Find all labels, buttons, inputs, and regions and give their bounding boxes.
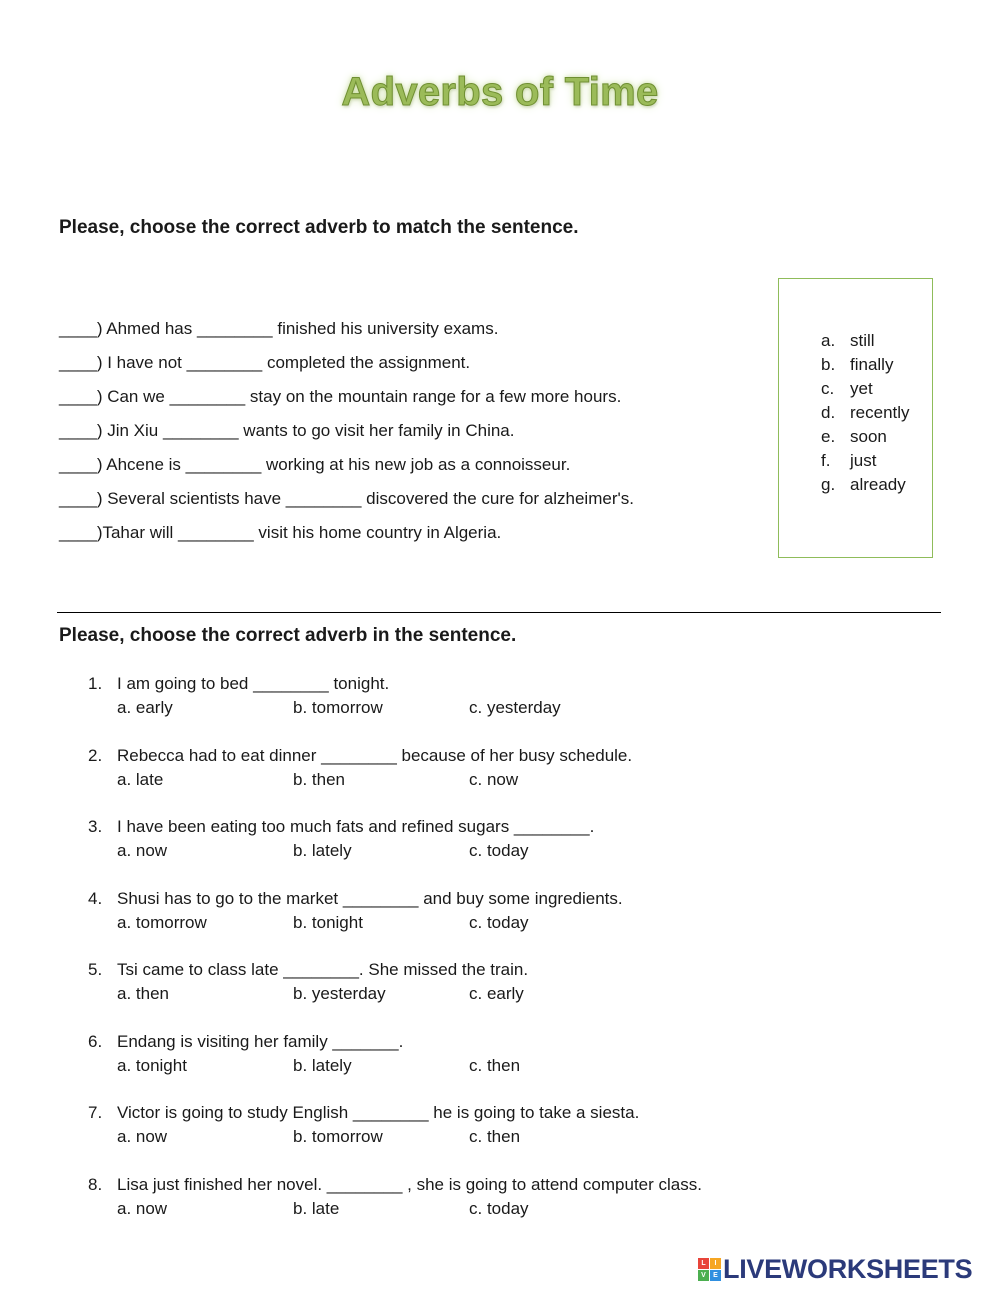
option-b: b. yesterday [293, 984, 386, 1003]
logo-tile: V [698, 1270, 709, 1281]
logo-tile: L [698, 1258, 709, 1269]
word-bank-letter: a. [821, 331, 836, 350]
question-item [88, 815, 702, 887]
word-bank-box [778, 278, 933, 558]
option-a: a. now [117, 841, 168, 860]
word-bank-word: finally [850, 355, 894, 374]
matching-sentence: ____) Several scientists have ________ discovered the cure for alzheimer's. [59, 489, 634, 508]
question-number: 1. [88, 674, 103, 693]
question-text: Rebecca had to eat dinner ________ because of her busy schedule. [117, 745, 633, 765]
question-number: 2. [88, 745, 103, 765]
option-a: a. then [117, 984, 169, 1003]
question-list [88, 672, 702, 1244]
matching-sentence: ____) Ahmed has ________ finished his university exams. [59, 319, 499, 338]
word-bank-item [821, 329, 910, 353]
question-number: 6. [88, 1031, 103, 1051]
option-c: c. now [469, 769, 519, 789]
word-bank-item [821, 449, 910, 473]
word-bank-word: recently [850, 403, 910, 422]
worksheet-title: Adverbs of Time [341, 70, 659, 114]
option-c: c. then [469, 1055, 521, 1075]
option-c: c. today [469, 1198, 529, 1218]
word-bank-letter: g. [821, 475, 836, 494]
question-item [88, 744, 702, 816]
question-text: I have been eating too much fats and refined sugars ________. [117, 817, 595, 836]
word-bank-letter: e. [821, 427, 836, 446]
word-bank-item [821, 473, 910, 497]
word-bank-letter: f. [821, 451, 831, 470]
question-text: Tsi came to class late ________. She missed the train. [117, 960, 529, 979]
option-c: c. today [469, 912, 529, 932]
question-number: 8. [88, 1174, 103, 1194]
word-bank-item [821, 401, 910, 425]
option-a: a. tonight [117, 1055, 187, 1075]
liveworksheets-logo-icon [698, 1258, 721, 1281]
question-item [88, 958, 702, 1030]
option-a: a. tomorrow [117, 912, 207, 932]
question-number: 7. [88, 1103, 103, 1122]
question-text: I am going to bed ________ tonight. [117, 674, 390, 693]
question-item [88, 887, 702, 959]
matching-sentence: ____) Jin Xiu ________ wants to go visit her family in China. [59, 421, 515, 440]
word-bank-item [821, 353, 910, 377]
option-c: c. yesterday [469, 698, 561, 717]
option-b: b. tonight [293, 912, 363, 932]
option-a: a. now [117, 1127, 168, 1146]
option-b: b. late [293, 1198, 340, 1218]
matching-sentence: ____) Ahcene is ________ working at his new job as a connoisseur. [59, 455, 571, 474]
option-a: a. early [117, 698, 173, 717]
word-bank-word: soon [850, 427, 887, 446]
brand-name: LIVEWORKSHEETS [723, 1253, 973, 1284]
option-b: b. tomorrow [293, 698, 383, 717]
logo-tile: E [710, 1270, 721, 1281]
option-a: a. late [117, 769, 164, 789]
question-number: 5. [88, 960, 103, 979]
section-divider [57, 612, 941, 613]
word-bank-item [821, 377, 910, 401]
question-number: 4. [88, 888, 103, 908]
matching-sentence-list [59, 318, 634, 556]
option-c: c. early [469, 984, 524, 1003]
question-item [88, 672, 702, 744]
question-item [88, 1173, 702, 1245]
matching-sentence: ____)Tahar will ________ visit his home country in Algeria. [59, 523, 502, 542]
word-bank-word: just [850, 451, 877, 470]
option-b: b. lately [293, 1055, 352, 1075]
question-item [88, 1030, 702, 1102]
question-text: Lisa just finished her novel. ________ , she is going to attend computer class. [117, 1174, 702, 1194]
question-number: 3. [88, 817, 103, 836]
word-bank-letter: d. [821, 403, 836, 422]
matching-sentence: ____) Can we ________ stay on the mountain range for a few more hours. [59, 387, 622, 406]
matching-sentence: ____) I have not ________ completed the assignment. [59, 353, 471, 372]
word-bank-word: still [850, 331, 875, 350]
word-bank-list [821, 329, 910, 497]
section2-heading: Please, choose the correct adverb in the sentence. [59, 625, 517, 646]
option-b: b. tomorrow [293, 1127, 383, 1146]
option-a: a. now [117, 1198, 168, 1218]
word-bank-letter: c. [821, 379, 835, 398]
option-b: b. then [293, 769, 345, 789]
option-c: c. today [469, 841, 529, 860]
section1-heading: Please, choose the correct adverb to match the sentence. [59, 217, 579, 238]
word-bank-word: yet [850, 379, 873, 398]
question-item [88, 1101, 702, 1173]
liveworksheets-brand[interactable] [698, 1252, 972, 1286]
word-bank-word: already [850, 475, 906, 494]
option-c: c. then [469, 1127, 521, 1146]
question-text: Endang is visiting her family _______. [117, 1031, 404, 1051]
question-text: Shusi has to go to the market ________ and buy some ingredients. [117, 888, 623, 908]
word-bank-letter: b. [821, 355, 836, 374]
word-bank-item [821, 425, 910, 449]
logo-tile: I [710, 1258, 721, 1269]
question-text: Victor is going to study English ________ he is going to take a siesta. [117, 1103, 640, 1122]
option-b: b. lately [293, 841, 352, 860]
